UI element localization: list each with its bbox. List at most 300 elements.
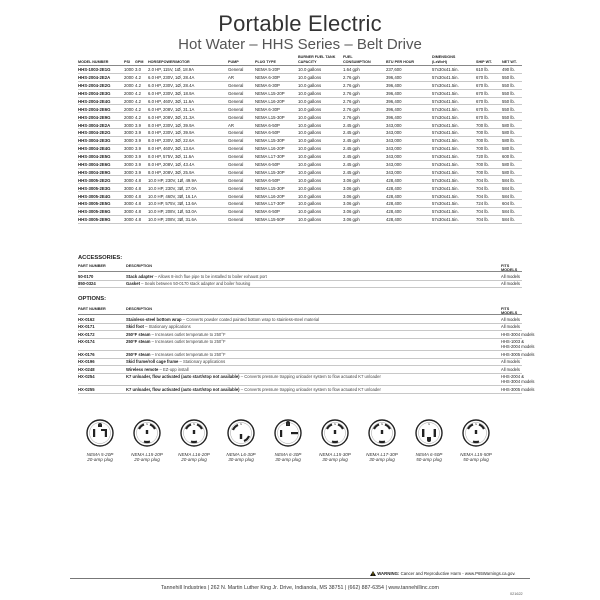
cell-tank: 10.0 gallons bbox=[298, 154, 322, 160]
cell-hp: 8.0 HP, 230V, 1Ø, 39.9A bbox=[148, 122, 195, 128]
cell-net: 584 lb. bbox=[502, 209, 515, 215]
cell-dims: 57x30x41.5in. bbox=[432, 146, 459, 152]
cell-pump: General bbox=[228, 217, 244, 223]
acc-header-desc: DESCRIPTION bbox=[126, 264, 152, 268]
svg-text:G: G bbox=[192, 422, 196, 427]
cell-fuel: 1.64 gph bbox=[343, 67, 360, 73]
plug-name: NEMA L16-20P bbox=[178, 452, 210, 457]
cell-fuel: 2.76 gph bbox=[343, 75, 360, 81]
acc-header-fits: FITS MODELS bbox=[501, 264, 518, 272]
cell-net: 584 lb. bbox=[502, 185, 515, 191]
cell-model: HHS-2004-2E9G bbox=[78, 114, 111, 120]
cell-gpm: 4.8 bbox=[135, 185, 141, 191]
options-heading: OPTIONS: bbox=[78, 296, 107, 302]
cell-net: 550 lb. bbox=[502, 90, 515, 96]
cell-btu: 396,400 bbox=[386, 90, 402, 96]
nema-6-30p-icon bbox=[274, 418, 302, 448]
part-name: 250°F steam bbox=[126, 351, 151, 357]
cell-net: 550 lb. bbox=[502, 106, 515, 112]
cell-dims: 57x30x41.5in. bbox=[432, 130, 459, 136]
cell-tank: 10.0 gallons bbox=[298, 146, 322, 152]
cell-hp: 6.0 HP, 230V, 3Ø, 18.9A bbox=[148, 90, 195, 96]
cell-net: 604 lb. bbox=[502, 201, 515, 207]
cell-btu: 343,000 bbox=[386, 122, 402, 128]
part-name: 250°F steam bbox=[126, 339, 151, 344]
cell-plug: NEMA L15-50P bbox=[255, 217, 285, 223]
plug-rating: 50-amp plug bbox=[463, 457, 489, 463]
plug-label bbox=[454, 452, 498, 463]
fits-models bbox=[501, 339, 534, 349]
cell-fuel: 2.76 gph bbox=[343, 98, 360, 104]
cell-plug: NEMA L15-30P bbox=[255, 114, 285, 120]
cell-gpm: 4.2 bbox=[135, 75, 141, 81]
fits-models-line: HHS-2004 & bbox=[501, 374, 524, 379]
cell-gpm: 3.9 bbox=[135, 169, 141, 175]
accessories-table-header bbox=[78, 264, 522, 272]
table-row bbox=[78, 192, 522, 200]
cell-btu: 343,000 bbox=[386, 130, 402, 136]
part-name: K7 unloader, flow activated (auto start/stop not available) bbox=[126, 374, 240, 379]
cell-ship: 704 lb. bbox=[476, 209, 489, 215]
cell-net: 550 lb. bbox=[502, 83, 515, 89]
svg-text:G: G bbox=[333, 422, 337, 427]
cell-tank: 10.0 gallons bbox=[298, 90, 322, 96]
cell-tank: 10.0 gallons bbox=[298, 169, 322, 175]
nema-5-20p-icon bbox=[86, 418, 114, 448]
cell-gpm: 3.0 bbox=[135, 67, 141, 73]
cell-dims: 57x30x41.5in. bbox=[432, 201, 459, 207]
cell-model: HHS-3004-2E6G bbox=[78, 161, 111, 167]
plug-rating: 30-amp plug bbox=[275, 457, 301, 463]
cell-pump: General bbox=[228, 169, 244, 175]
part-description bbox=[126, 374, 381, 379]
cell-net: 580 lb. bbox=[502, 122, 515, 128]
cell-fuel: 2.45 gph bbox=[343, 146, 360, 152]
fits-models-line: HHS-3005 models bbox=[501, 351, 535, 357]
warning-label: WARNING: bbox=[377, 571, 400, 576]
cell-tank: 10.0 gallons bbox=[298, 161, 322, 167]
cell-tank: 10.0 gallons bbox=[298, 106, 322, 112]
plug-label bbox=[360, 452, 404, 463]
nema-l15-50p-icon bbox=[462, 418, 490, 448]
document-code: 021622 bbox=[510, 592, 523, 596]
cell-btu: 428,400 bbox=[386, 217, 402, 223]
acc-header-part: PART NUMBER bbox=[78, 264, 106, 268]
fits-models-line: HHS-3004 models bbox=[501, 331, 535, 337]
cell-btu: 428,400 bbox=[386, 209, 402, 215]
cell-pump: General bbox=[228, 83, 244, 89]
cell-plug: NEMA 6-50P bbox=[255, 130, 280, 136]
part-detail: – Increases outlet temperature to 250°F bbox=[150, 331, 226, 337]
cell-ship: 720 lb. bbox=[476, 154, 489, 160]
cell-btu: 343,000 bbox=[386, 146, 402, 152]
cell-ship: 700 lb. bbox=[476, 169, 489, 175]
cell-model: HHS-3005-2E9G bbox=[78, 217, 111, 223]
cell-ship: 700 lb. bbox=[476, 122, 489, 128]
part-detail: – Stationary applications bbox=[143, 324, 191, 329]
footer-divider bbox=[70, 578, 530, 579]
cell-net: 584 lb. bbox=[502, 193, 515, 199]
cell-psi: 3000 bbox=[124, 193, 134, 199]
cell-plug: NEMA L15-20P bbox=[255, 90, 285, 96]
plug-diagram bbox=[221, 418, 261, 468]
nema-l16-20p-icon bbox=[180, 418, 208, 448]
cell-ship: 670 lb. bbox=[476, 83, 489, 89]
cell-psi: 3000 bbox=[124, 146, 134, 152]
cell-plug: NEMA 6-50P bbox=[255, 209, 280, 215]
cell-hp: 10.0 HP, 575V, 3Ø, 13.6A bbox=[148, 201, 197, 207]
part-number: HX-0176 bbox=[78, 351, 95, 357]
prop65-warning bbox=[370, 571, 515, 576]
part-number: HX-0171 bbox=[78, 324, 95, 329]
cell-net: 580 lb. bbox=[502, 161, 515, 167]
cell-btu: 396,400 bbox=[386, 83, 402, 89]
part-description bbox=[126, 352, 226, 357]
cell-fuel: 2.76 gph bbox=[343, 90, 360, 96]
table-row bbox=[78, 176, 522, 184]
cell-psi: 2000 bbox=[124, 106, 134, 112]
cell-fuel: 2.76 gph bbox=[343, 114, 360, 120]
cell-btu: 428,400 bbox=[386, 193, 402, 199]
plug-rating: 50-amp plug bbox=[416, 457, 442, 463]
fits-models bbox=[501, 317, 520, 322]
cell-plug: NEMA 6-30P bbox=[255, 83, 280, 89]
cell-gpm: 4.8 bbox=[135, 177, 141, 183]
cell-plug: NEMA L15-30P bbox=[255, 185, 285, 191]
part-name: Gasket bbox=[126, 281, 140, 286]
plug-name: NEMA 5-20P bbox=[86, 452, 114, 457]
cell-gpm: 3.9 bbox=[135, 146, 141, 152]
cell-plug: NEMA L17-30P bbox=[255, 154, 285, 160]
cell-ship: 670 lb. bbox=[476, 98, 489, 104]
part-description bbox=[126, 274, 267, 279]
plug-name: NEMA L15-30P bbox=[319, 452, 351, 457]
plug-name: NEMA L17-30P bbox=[366, 452, 398, 457]
header-tank: BURNER FUEL TANK CAPACITY bbox=[298, 55, 336, 64]
svg-text:G: G bbox=[239, 422, 243, 427]
cell-hp: 8.0 HP, 460V, 3Ø, 13.6A bbox=[148, 146, 195, 152]
cell-gpm: 4.8 bbox=[135, 201, 141, 207]
svg-text:G: G bbox=[380, 422, 384, 427]
cell-ship: 670 lb. bbox=[476, 90, 489, 96]
cell-model: HHS-3005-2E4G bbox=[78, 193, 111, 199]
cell-psi: 1000 bbox=[124, 67, 134, 73]
cell-tank: 10.0 gallons bbox=[298, 67, 322, 73]
plug-rating: 30-amp plug bbox=[228, 457, 254, 463]
cell-model: HHS-3005-2E5G bbox=[78, 201, 111, 207]
cell-model: HHS-3004-2E2G bbox=[78, 130, 111, 136]
cell-gpm: 3.9 bbox=[135, 161, 141, 167]
part-number: HX-0255 bbox=[78, 386, 95, 392]
cell-psi: 2000 bbox=[124, 114, 134, 120]
part-name: Stainless-steel bottom wrap bbox=[126, 316, 182, 322]
option-row bbox=[78, 385, 535, 394]
cell-fuel: 2.45 gph bbox=[343, 122, 360, 128]
table-row bbox=[78, 74, 522, 82]
cell-gpm: 4.2 bbox=[135, 98, 141, 104]
part-number: HX-0172 bbox=[78, 331, 95, 337]
cell-dims: 57x30x41.5in. bbox=[432, 98, 459, 104]
cell-hp: 10.0 HP, 230V, 3Ø, 27.0A bbox=[148, 185, 197, 191]
part-detail: – Converts pressure trapping unloader system to flow actuated K7 unloader bbox=[239, 386, 381, 392]
part-detail: – Allows 8-inch flue pipe to be installed to boiler exhaust port bbox=[153, 273, 267, 279]
plug-diagram-row bbox=[80, 418, 530, 468]
cell-plug: NEMA L15-30P bbox=[255, 138, 285, 144]
page-title: Portable Electric bbox=[218, 11, 382, 36]
cell-gpm: 4.2 bbox=[135, 106, 141, 112]
cell-psi: 2000 bbox=[124, 75, 134, 81]
cell-fuel: 2.45 gph bbox=[343, 154, 360, 160]
cell-model: HHS-3004-2E5G bbox=[78, 154, 111, 160]
cell-fuel: 3.06 gph bbox=[343, 185, 360, 191]
plug-rating: 20-amp plug bbox=[87, 457, 113, 463]
part-number: HX-0162 bbox=[78, 316, 95, 322]
fits-models-line: All models bbox=[501, 359, 520, 364]
cell-net: 550 lb. bbox=[502, 114, 515, 120]
plug-name: NEMA L15-50P bbox=[460, 452, 492, 457]
cell-model: HHS-3005-2E2G bbox=[78, 177, 111, 183]
cell-hp: 8.0 HP, 230V, 3Ø, 22.6A bbox=[148, 138, 195, 144]
table-row bbox=[78, 169, 522, 177]
part-detail: – Seals between 50-0170 stack adapter and boiler housing bbox=[139, 281, 251, 286]
cell-gpm: 3.9 bbox=[135, 130, 141, 136]
plug-diagram bbox=[362, 418, 402, 468]
opt-header-part: PART NUMBER bbox=[78, 307, 106, 311]
cell-ship: 700 lb. bbox=[476, 130, 489, 136]
cell-gpm: 4.8 bbox=[135, 217, 141, 223]
svg-text:G: G bbox=[98, 422, 102, 427]
fits-models bbox=[501, 352, 534, 357]
cell-plug: NEMA L17-30P bbox=[255, 201, 285, 207]
cell-btu: 343,000 bbox=[386, 161, 402, 167]
cell-net: 580 lb. bbox=[502, 146, 515, 152]
plug-rating: 30-amp plug bbox=[322, 457, 348, 463]
cell-btu: 396,400 bbox=[386, 75, 402, 81]
part-name: Skid foot bbox=[126, 324, 144, 329]
cell-fuel: 2.45 gph bbox=[343, 130, 360, 136]
cell-fuel: 3.06 gph bbox=[343, 217, 360, 223]
cell-dims: 57x30x41.5in. bbox=[432, 217, 459, 223]
cell-pump: General bbox=[228, 185, 244, 191]
cell-ship: 670 lb. bbox=[476, 75, 489, 81]
fits-models bbox=[501, 374, 534, 384]
cell-ship: 704 lb. bbox=[476, 185, 489, 191]
cell-fuel: 3.06 gph bbox=[343, 201, 360, 207]
option-row bbox=[78, 373, 535, 387]
part-name: K7 unloader, flow activated (auto start/stop not available) bbox=[126, 386, 240, 392]
cell-model: HHS-2004-2E4G bbox=[78, 98, 111, 104]
spec-table-header bbox=[78, 51, 522, 66]
svg-text:G: G bbox=[427, 422, 431, 427]
cell-psi: 3000 bbox=[124, 138, 134, 144]
header-net: NET WT. bbox=[502, 59, 517, 64]
plug-name: NEMA L6-30P bbox=[226, 452, 256, 457]
cell-tank: 10.0 gallons bbox=[298, 138, 322, 144]
part-description bbox=[126, 324, 191, 329]
cell-gpm: 3.9 bbox=[135, 122, 141, 128]
cell-dims: 57x30x41.5in. bbox=[432, 209, 459, 215]
cell-ship: 610 lb. bbox=[476, 67, 489, 73]
accessory-row bbox=[78, 280, 522, 289]
cell-hp: 8.0 HP, 575V, 3Ø, 11.6A bbox=[148, 154, 195, 160]
cell-btu: 396,400 bbox=[386, 114, 402, 120]
cell-psi: 2000 bbox=[124, 83, 134, 89]
cell-gpm: 4.2 bbox=[135, 83, 141, 89]
plug-label bbox=[313, 452, 357, 463]
cell-plug: NEMA 5-20P bbox=[255, 67, 280, 73]
cell-dims: 57x30x41.5in. bbox=[432, 106, 459, 112]
svg-text:G: G bbox=[474, 422, 478, 427]
table-row bbox=[78, 121, 522, 129]
nema-l6-30p-icon bbox=[227, 418, 255, 448]
cell-pump: General bbox=[228, 154, 244, 160]
fits-models-line: All models bbox=[501, 366, 520, 372]
cell-hp: 2.0 HP, 115V, 1Ø, 18.9A bbox=[148, 67, 195, 73]
plug-diagram bbox=[80, 418, 120, 468]
cell-dims: 57x30x41.5in. bbox=[432, 169, 459, 175]
cell-plug: NEMA 6-30P bbox=[255, 106, 280, 112]
cell-net: 600 lb. bbox=[502, 154, 515, 160]
cell-btu: 428,400 bbox=[386, 177, 402, 183]
cell-pump: AR bbox=[228, 75, 234, 81]
cell-ship: 670 lb. bbox=[476, 114, 489, 120]
plug-label bbox=[219, 452, 263, 463]
header-dims: DIMENSIONS (LxWxH) bbox=[432, 55, 456, 64]
cell-hp: 8.0 HP, 208V, 1Ø, 43.4A bbox=[148, 161, 195, 167]
cell-pump: General bbox=[228, 130, 244, 136]
cell-dims: 57x30x41.5in. bbox=[432, 83, 459, 89]
cell-dims: 57x30x41.5in. bbox=[432, 75, 459, 81]
svg-text:G: G bbox=[145, 422, 149, 427]
plug-diagram bbox=[315, 418, 355, 468]
plug-label bbox=[266, 452, 310, 463]
plug-label bbox=[172, 452, 216, 463]
header-gpm: GPM bbox=[135, 59, 144, 64]
cell-model: HHS-2004-2E3G bbox=[78, 90, 111, 96]
cell-net: 580 lb. bbox=[502, 169, 515, 175]
cell-dims: 57x30x41.5in. bbox=[432, 193, 459, 199]
warning-triangle-icon bbox=[370, 571, 376, 576]
cell-btu: 428,400 bbox=[386, 185, 402, 191]
cell-ship: 704 lb. bbox=[476, 193, 489, 199]
cell-dims: 57x30x41.5in. bbox=[432, 138, 459, 144]
cell-plug: NEMA L16-20P bbox=[255, 98, 285, 104]
cell-psi: 3000 bbox=[124, 122, 134, 128]
part-name: Stack adapter bbox=[126, 273, 154, 279]
plug-diagram bbox=[409, 418, 449, 468]
cell-hp: 10.0 HP, 460V, 3Ø, 16.1A bbox=[148, 193, 197, 199]
nema-6-50p-icon bbox=[415, 418, 443, 448]
cell-ship: 704 lb. bbox=[476, 217, 489, 223]
part-description bbox=[126, 367, 189, 372]
part-description bbox=[126, 359, 225, 364]
nema-l17-30p-icon bbox=[368, 418, 396, 448]
cell-tank: 10.0 gallons bbox=[298, 122, 322, 128]
cell-btu: 343,000 bbox=[386, 154, 402, 160]
cell-hp: 6.0 HP, 460V, 3Ø, 11.6A bbox=[148, 98, 195, 104]
cell-pump: General bbox=[228, 177, 244, 183]
cell-ship: 670 lb. bbox=[476, 106, 489, 112]
plug-label bbox=[78, 452, 122, 463]
cell-plug: NEMA 6-50P bbox=[255, 177, 280, 183]
cell-plug: NEMA L16-20P bbox=[255, 146, 285, 152]
cell-tank: 10.0 gallons bbox=[298, 209, 322, 215]
part-description bbox=[126, 339, 226, 344]
cell-model: HHS-3004-2E3G bbox=[78, 138, 111, 144]
part-detail: – EZ-upp install bbox=[158, 366, 189, 372]
part-name: Skid frame/roll cage frame bbox=[126, 359, 179, 364]
header-pump: PUMP bbox=[228, 59, 239, 64]
cell-btu: 396,400 bbox=[386, 106, 402, 112]
plug-name: NEMA L15-20P bbox=[131, 452, 163, 457]
cell-btu: 428,400 bbox=[386, 201, 402, 207]
cell-net: 550 lb. bbox=[502, 75, 515, 81]
header-plug: PLUG TYPE bbox=[255, 59, 276, 64]
fits-models bbox=[501, 359, 520, 364]
header-model: MODEL NUMBER bbox=[78, 59, 109, 64]
cell-psi: 3000 bbox=[124, 130, 134, 136]
part-number: HX-0174 bbox=[78, 339, 95, 344]
page-subtitle: Hot Water – HHS Series – Belt Drive bbox=[178, 36, 422, 53]
plug-rating: 30-amp plug bbox=[369, 457, 395, 463]
cell-hp: 10.0 HP, 208V, 3Ø, 31.6A bbox=[148, 217, 197, 223]
cell-psi: 3000 bbox=[124, 161, 134, 167]
opt-header-desc: DESCRIPTION bbox=[126, 307, 152, 311]
cell-fuel: 3.06 gph bbox=[343, 209, 360, 215]
plug-diagram bbox=[268, 418, 308, 468]
cell-ship: 700 lb. bbox=[476, 161, 489, 167]
svg-text:G: G bbox=[286, 422, 290, 427]
cell-pump: General bbox=[228, 114, 244, 120]
cell-pump: General bbox=[228, 138, 244, 144]
header-btu: BTU PER HOUR bbox=[386, 59, 415, 64]
fits-models bbox=[501, 367, 520, 372]
table-row bbox=[78, 137, 522, 145]
cell-tank: 10.0 gallons bbox=[298, 83, 322, 89]
cell-fuel: 2.45 gph bbox=[343, 138, 360, 144]
cell-net: 584 lb. bbox=[502, 177, 515, 183]
plug-label bbox=[407, 452, 451, 463]
table-row bbox=[78, 90, 522, 98]
header-psi: PSI bbox=[124, 59, 130, 64]
cell-model: HHS-2004-2E2G bbox=[78, 83, 111, 89]
part-number: 850-0324 bbox=[78, 281, 96, 286]
cell-model: HHS-3004-2E2A bbox=[78, 122, 111, 128]
part-number: HX-0254 bbox=[78, 374, 95, 379]
options-table-header bbox=[78, 307, 522, 315]
cell-model: HHS-1003-2E1G bbox=[78, 67, 111, 73]
part-name: Wireless remote bbox=[126, 366, 159, 372]
cell-pump: AR bbox=[228, 122, 234, 128]
cell-fuel: 2.76 gph bbox=[343, 106, 360, 112]
fits-models bbox=[501, 332, 534, 337]
plug-name: NEMA 6-30P bbox=[274, 452, 302, 457]
cell-ship: 704 lb. bbox=[476, 177, 489, 183]
cell-plug: NEMA 6-30P bbox=[255, 75, 280, 81]
cell-psi: 3000 bbox=[124, 154, 134, 160]
cell-dims: 57x30x41.5in. bbox=[432, 67, 459, 73]
cell-tank: 10.0 gallons bbox=[298, 193, 322, 199]
option-row bbox=[78, 338, 535, 352]
footer-address: Tannehill Industries | 262 N. Martin Luther King Jr. Drive, Indianola, MS 38751 | (662) 887-6354 | www.tannehillinc.com bbox=[161, 585, 439, 591]
cell-net: 550 lb. bbox=[502, 98, 515, 104]
cell-net: 490 lb. bbox=[502, 67, 515, 73]
cell-fuel: 2.76 gph bbox=[343, 83, 360, 89]
cell-pump: General bbox=[228, 98, 244, 104]
cell-tank: 10.0 gallons bbox=[298, 217, 322, 223]
header-fuel: FUEL CONSUMPTION bbox=[343, 55, 371, 64]
cell-dims: 57x30x41.5in. bbox=[432, 122, 459, 128]
